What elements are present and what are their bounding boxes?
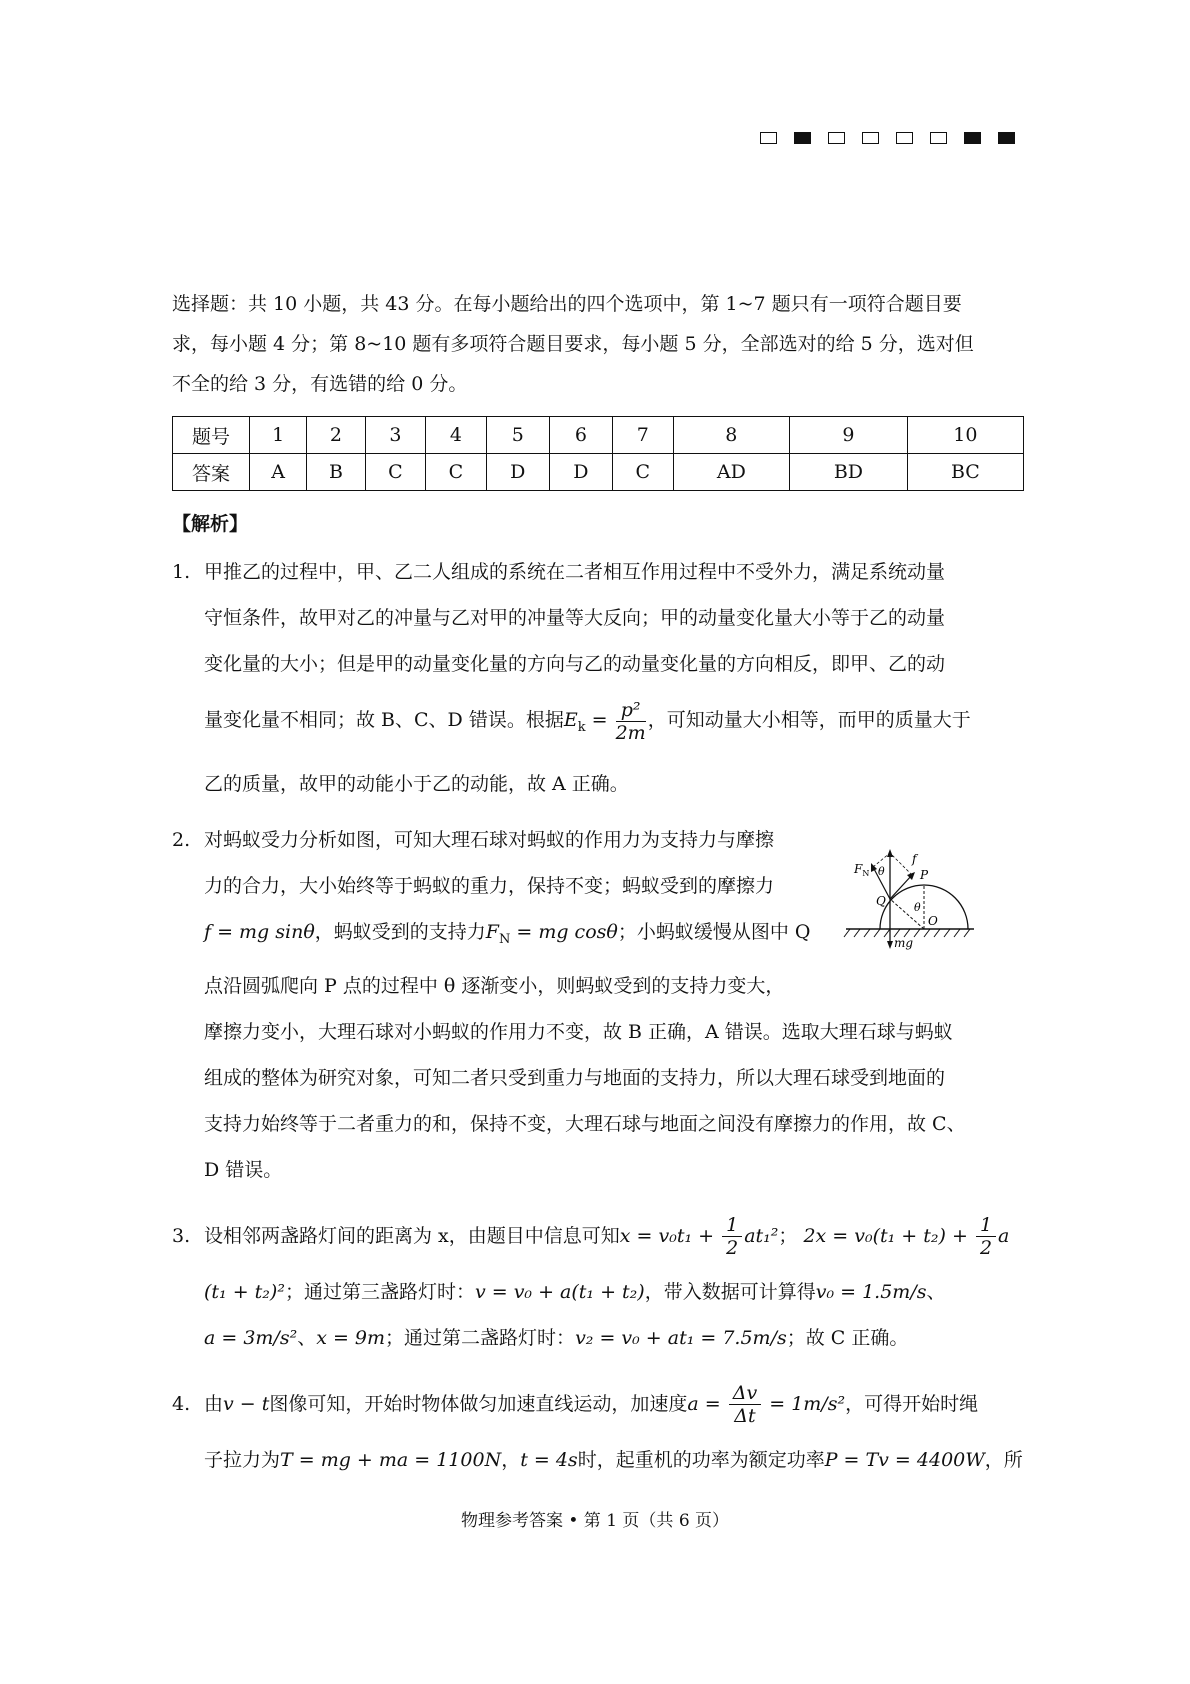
text-span: ，可得开始时绳 bbox=[845, 1392, 979, 1415]
text-span: ，蚂蚁受到的支持力 bbox=[314, 920, 486, 943]
math-expression: T = mg + ma = 1100N bbox=[280, 1448, 502, 1471]
table-cell: C bbox=[365, 454, 426, 491]
label-mg: mg bbox=[894, 935, 914, 950]
text-line: 摩擦力变小，大理石球对小蚂蚁的作用力不变，故 B 正确，A 错误。选取大理石球与蚂蚁 bbox=[204, 1020, 953, 1043]
text-span: ，带入数据可计算得 bbox=[644, 1280, 816, 1303]
formula-ek bbox=[563, 709, 614, 735]
header-mark-box bbox=[862, 132, 879, 144]
fraction-denominator: 2m bbox=[615, 721, 646, 744]
fraction-denominator: 2 bbox=[979, 1237, 993, 1260]
page-body bbox=[172, 284, 1024, 1483]
label-fn: $F_N$ bbox=[854, 861, 870, 878]
text-span: ；通过第三盏路灯时： bbox=[284, 1280, 475, 1303]
text-span: 、 bbox=[297, 1326, 317, 1349]
text-line: 点沿圆弧爬向 P 点的过程中 θ 逐渐变小，则蚂蚁受到的支持力变大， bbox=[204, 974, 785, 997]
question-number: 1. bbox=[172, 561, 191, 583]
header-mark-box bbox=[760, 132, 777, 144]
math-symbol: F bbox=[485, 920, 499, 943]
math-expression: a bbox=[998, 1224, 1010, 1247]
table-cell: D bbox=[549, 454, 612, 491]
fraction bbox=[729, 1382, 761, 1427]
arrow-head bbox=[887, 941, 893, 949]
math-subscript: k bbox=[577, 719, 586, 735]
math-expression: v₀ = 1.5m/s bbox=[815, 1280, 927, 1303]
table-cell: 9 bbox=[790, 417, 908, 454]
table-cell: BD bbox=[790, 454, 908, 491]
table-cell: 1 bbox=[250, 417, 307, 454]
fraction bbox=[616, 699, 646, 744]
table-cell: AD bbox=[673, 454, 790, 491]
math-expression: = mg cosθ bbox=[510, 920, 618, 943]
math-expression: a = 3m/s² bbox=[204, 1326, 298, 1349]
fraction-numerator: p² bbox=[616, 699, 646, 722]
header-mark-box bbox=[896, 132, 913, 144]
text-span: ；小蚂蚁缓慢从图中 Q bbox=[617, 920, 811, 943]
header-marks bbox=[760, 132, 1015, 144]
text-span: 子拉力为 bbox=[204, 1448, 281, 1471]
text-line bbox=[172, 687, 1024, 761]
text-span: 设相邻两盏路灯间的距离为 x，由题目中信息可知 bbox=[204, 1224, 620, 1247]
text-line: D 错误。 bbox=[204, 1158, 283, 1181]
text-span: ； bbox=[778, 1224, 798, 1247]
text-span: ；故 C 正确。 bbox=[786, 1326, 909, 1349]
text-line bbox=[172, 1437, 1024, 1483]
label-p: P bbox=[920, 867, 929, 882]
text-line: 甲推乙的过程中，甲、乙二人组成的系统在二者相互作用过程中不受外力，满足系统动量 bbox=[204, 561, 946, 583]
math-expression: v = v₀ + a(t₁ + t₂) bbox=[474, 1280, 645, 1303]
text-span: ；通过第二盏路灯时： bbox=[385, 1326, 576, 1349]
math-expression: 2x = v₀(t₁ + t₂) + bbox=[803, 1224, 974, 1247]
text-line bbox=[172, 1269, 1024, 1315]
header-mark-box bbox=[964, 132, 981, 144]
fraction-numerator: 1 bbox=[722, 1214, 742, 1237]
math-subscript: N bbox=[498, 931, 511, 947]
table-cell: 6 bbox=[549, 417, 612, 454]
math-expression: a = bbox=[687, 1392, 727, 1415]
text-span: 图像可知，开始时物体做匀加速直线运动，加速度 bbox=[269, 1392, 688, 1415]
table-cell: D bbox=[486, 454, 549, 491]
table-cell: 5 bbox=[486, 417, 549, 454]
table-cell: 7 bbox=[613, 417, 674, 454]
table-cell: A bbox=[250, 454, 307, 491]
header-mark-box bbox=[998, 132, 1015, 144]
table-cell: 8 bbox=[673, 417, 790, 454]
page-footer: 物理参考答案 • 第 1 页（共 6 页） bbox=[460, 1511, 730, 1531]
table-cell: 2 bbox=[307, 417, 365, 454]
intro-line-3: 不全的给 3 分，有选错的给 0 分。 bbox=[172, 373, 468, 395]
table-cell: C bbox=[613, 454, 674, 491]
text-span: 时，起重机的功率为额定功率 bbox=[577, 1448, 825, 1471]
header-mark-box bbox=[930, 132, 947, 144]
math-expression: at₁² bbox=[744, 1224, 779, 1247]
text-line: 支持力始终等于二者重力的和，保持不变，大理石球与地面之间没有摩擦力的作用，故 C、 bbox=[204, 1112, 966, 1135]
fraction-numerator: 1 bbox=[976, 1214, 996, 1237]
math-expression: (t₁ + t₂)² bbox=[204, 1280, 285, 1303]
intro-line-1: 选择题：共 10 小题，共 43 分。在每小题给出的四个选项中，第 1~7 题只有一项符合题目要 bbox=[172, 293, 962, 315]
answer-table bbox=[172, 416, 1024, 491]
question-number: 3. bbox=[172, 1224, 191, 1247]
analysis-title: 【解析】 bbox=[172, 513, 249, 535]
question-number: 4. bbox=[172, 1392, 191, 1415]
table-row-numbers bbox=[173, 417, 1024, 454]
label-f: f bbox=[912, 851, 917, 866]
solution-2 bbox=[172, 817, 1024, 1193]
label-o: O bbox=[928, 913, 938, 928]
math-operator: = bbox=[585, 709, 614, 731]
text-line bbox=[172, 1371, 1024, 1437]
math-symbol: E bbox=[563, 709, 578, 731]
formula-normal bbox=[485, 920, 618, 947]
text-line: 守恒条件，故甲对乙的冲量与乙对甲的冲量等大反向；甲的动量变化量大小等于乙的动量 bbox=[204, 607, 946, 629]
header-mark-box bbox=[794, 132, 811, 144]
table-cell: C bbox=[426, 454, 487, 491]
table-cell: 3 bbox=[365, 417, 426, 454]
table-cell: 10 bbox=[907, 417, 1023, 454]
table-header-answer: 答案 bbox=[173, 454, 250, 491]
text-span: 、 bbox=[926, 1280, 946, 1303]
intro-line-2: 求，每小题 4 分；第 8~10 题有多项符合题目要求，每小题 5 分，全部选对的给 5 分，选对但 bbox=[172, 333, 974, 355]
math-expression: = 1m/s² bbox=[763, 1392, 846, 1415]
text-line bbox=[172, 1203, 1024, 1269]
math-expression: P = Tv = 4400W bbox=[824, 1448, 985, 1471]
text-span: 量变化量不相同；故 B、C、D 错误。根据 bbox=[204, 709, 564, 731]
math-expression: v₂ = v₀ + at₁ = 7.5m/s bbox=[575, 1326, 787, 1349]
table-cell: 4 bbox=[426, 417, 487, 454]
solution-3 bbox=[172, 1203, 1024, 1361]
fraction-numerator: Δv bbox=[729, 1382, 761, 1405]
table-header-number: 题号 bbox=[173, 417, 250, 454]
solution-1 bbox=[172, 549, 1024, 807]
math-expression: t = 4s bbox=[520, 1448, 578, 1471]
text-line: 力的合力，大小始终等于蚂蚁的重力，保持不变；蚂蚁受到的摩擦力 bbox=[204, 874, 775, 897]
header-mark-box bbox=[828, 132, 845, 144]
force-diagram bbox=[840, 845, 980, 955]
parallelogram-dashed bbox=[890, 853, 912, 875]
solution-4 bbox=[172, 1371, 1024, 1483]
label-theta-bottom: θ bbox=[914, 900, 921, 914]
text-line: 乙的质量，故甲的动能小于乙的动能，故 A 正确。 bbox=[204, 772, 629, 795]
question-number: 2. bbox=[172, 828, 191, 851]
table-cell: B bbox=[307, 454, 365, 491]
label-q: Q bbox=[876, 893, 886, 908]
text-span: 由 bbox=[204, 1392, 224, 1415]
fraction bbox=[722, 1214, 742, 1259]
text-line: 变化量的大小；但是甲的动量变化量的方向与乙的动量变化量的方向相反，即甲、乙的动 bbox=[204, 653, 946, 675]
formula-friction: f = mg sinθ bbox=[204, 920, 315, 943]
table-row-answers bbox=[173, 454, 1024, 491]
text-span: ，可知动量大小相等，而甲的质量大于 bbox=[647, 709, 971, 731]
text-span: ，所 bbox=[984, 1448, 1023, 1471]
math-expression: v − t bbox=[223, 1392, 270, 1415]
fraction-denominator: 2 bbox=[726, 1237, 739, 1260]
arrow-head bbox=[871, 863, 877, 872]
intro-text bbox=[172, 284, 1024, 404]
text-span: ， bbox=[501, 1448, 521, 1471]
math-expression: x = v₀t₁ + bbox=[619, 1224, 721, 1247]
math-expression: x = 9m bbox=[316, 1326, 386, 1349]
label-theta-top: θ bbox=[878, 864, 885, 878]
fraction-denominator: Δt bbox=[734, 1405, 756, 1428]
text-line: 组成的整体为研究对象，可知二者只受到重力与地面的支持力，所以大理石球受到地面的 bbox=[204, 1066, 946, 1089]
text-line bbox=[172, 1315, 1024, 1361]
table-cell: BC bbox=[907, 454, 1023, 491]
fraction bbox=[976, 1214, 996, 1259]
text-line: 对蚂蚁受力分析如图，可知大理石球对蚂蚁的作用力为支持力与摩擦 bbox=[204, 828, 775, 851]
